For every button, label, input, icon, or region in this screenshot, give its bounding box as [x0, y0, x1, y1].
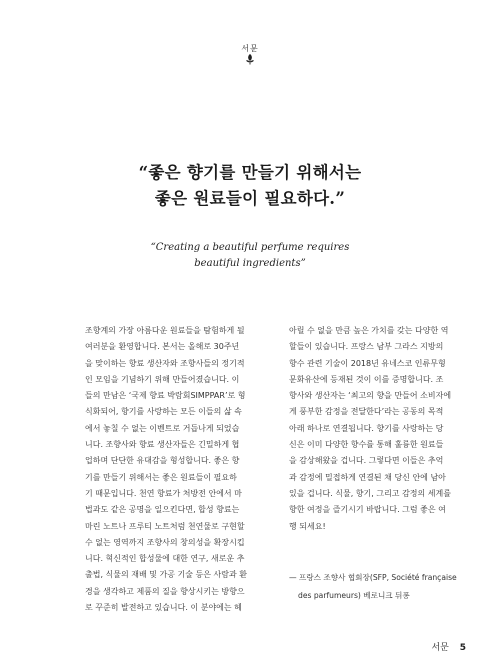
- headline-line-1: “좋은 향기를 만들기 위해서는: [138, 163, 362, 182]
- body-line: 들의 만남은 ‘국제 향료 박람회SIMPPAR’로 형: [85, 391, 246, 401]
- section-label: 서문: [241, 44, 259, 53]
- body-line: 인 모임을 기념하기 위해 만들어졌습니다. 이: [85, 374, 240, 384]
- english-quote-line-2: beautiful ingredients”: [194, 258, 306, 269]
- page-footer: [431, 640, 466, 653]
- leaf-ornament-icon: [244, 53, 256, 65]
- body-line: 향한 여정을 즐기시기 바랍니다. 그럼 좋은 여: [289, 505, 446, 515]
- body-line: 향사와 생산자는 ‘최고의 향을 만들어 소비자에: [289, 391, 452, 401]
- body-line: 행 되세요!: [289, 521, 326, 531]
- body-line: 기 때문입니다. 천연 향료가 처방전 안에서 마: [85, 488, 242, 498]
- body-line: 수 없는 영역까지 조향사의 창의성을 확장시킵: [85, 537, 245, 547]
- body-line: 과 감정에 밀접하게 연결된 채 당신 안에 남아: [289, 472, 446, 482]
- attribution: [289, 569, 489, 605]
- body-line: 할들이 있습니다. 프랑스 남부 그라스 지방의: [289, 342, 444, 352]
- attribution-line-2: des parfumeurs) 베로니크 뒤퐁: [298, 591, 410, 600]
- body-line: 있을 겁니다. 식물, 향기, 그리고 감정의 세계를: [289, 488, 451, 498]
- headline-quote: [0, 160, 500, 212]
- english-quote-line-1: “Creating a beautiful perfume requires: [150, 242, 350, 253]
- body-line: 게 풍부한 감정을 전달한다’라는 공동의 목적: [289, 407, 444, 417]
- page-number: 5: [459, 643, 466, 653]
- body-line: 조향계의 가장 아름다운 원료들을 탐험하게 될: [85, 326, 245, 335]
- body-line: 니다. 혁신적인 합성물에 대한 연구, 새로운 추: [85, 554, 245, 564]
- body-column-left: [85, 323, 277, 616]
- body-line: 출법, 식물의 재배 및 가공 기술 등은 사람과 환: [85, 570, 247, 580]
- body-line: 향수 관련 기술이 2018년 유네스코 인류무형: [289, 358, 446, 368]
- body-line: 을 맞이하는 향료 생산자와 조향사들의 정기적: [85, 358, 245, 368]
- attribution-line-1: — 프랑스 조향사 협회장(SFP, Société française: [289, 573, 457, 582]
- footer-section-label: 서문: [431, 643, 449, 653]
- body-line: 식화되어, 향기를 사랑하는 모든 이들의 삶 속: [85, 407, 242, 417]
- body-line: 을 감상해왔을 겁니다. 그렇다면 이들은 추억: [289, 456, 444, 466]
- body-line: 에서 놓칠 수 없는 이벤트로 거듭나게 되었습: [85, 423, 240, 433]
- body-line: 여러분을 환영합니다. 본서는 올해로 30주년: [85, 342, 240, 352]
- english-quote: [0, 240, 500, 272]
- headline-line-2: 좋은 원료들이 필요하다.”: [154, 189, 346, 208]
- body-line: 문화유산에 등재된 것이 이를 증명합니다. 조: [289, 374, 444, 384]
- body-line: 법과도 같은 공명을 일으킨다면, 합성 향료는: [85, 505, 240, 515]
- body-column-right: [289, 323, 477, 535]
- body-line: 업하며 단단한 유대감을 형성합니다. 좋은 향: [85, 456, 240, 466]
- body-line: 아래 하나로 연결됩니다. 향기를 사랑하는 당: [289, 423, 444, 433]
- body-line: 기를 만들기 위해서는 좋은 원료들이 필요하: [85, 472, 237, 482]
- body-line: 마린 노트나 프루티 노트처럼 천연물로 구현할: [85, 521, 245, 531]
- body-line: 로 꾸준히 발전하고 있습니다. 이 분야에는 헤: [85, 603, 242, 613]
- body-line: 경을 생각하고 제품의 질을 향상시키는 방향으: [85, 586, 245, 596]
- body-line: 니다. 조향사와 향료 생산자들은 긴밀하게 협: [85, 440, 240, 450]
- body-line: 아릴 수 없을 만큼 높은 가치를 갖는 다양한 역: [289, 326, 449, 335]
- body-line: 신은 이미 다양한 향수를 통해 훌륭한 원료들: [289, 440, 444, 450]
